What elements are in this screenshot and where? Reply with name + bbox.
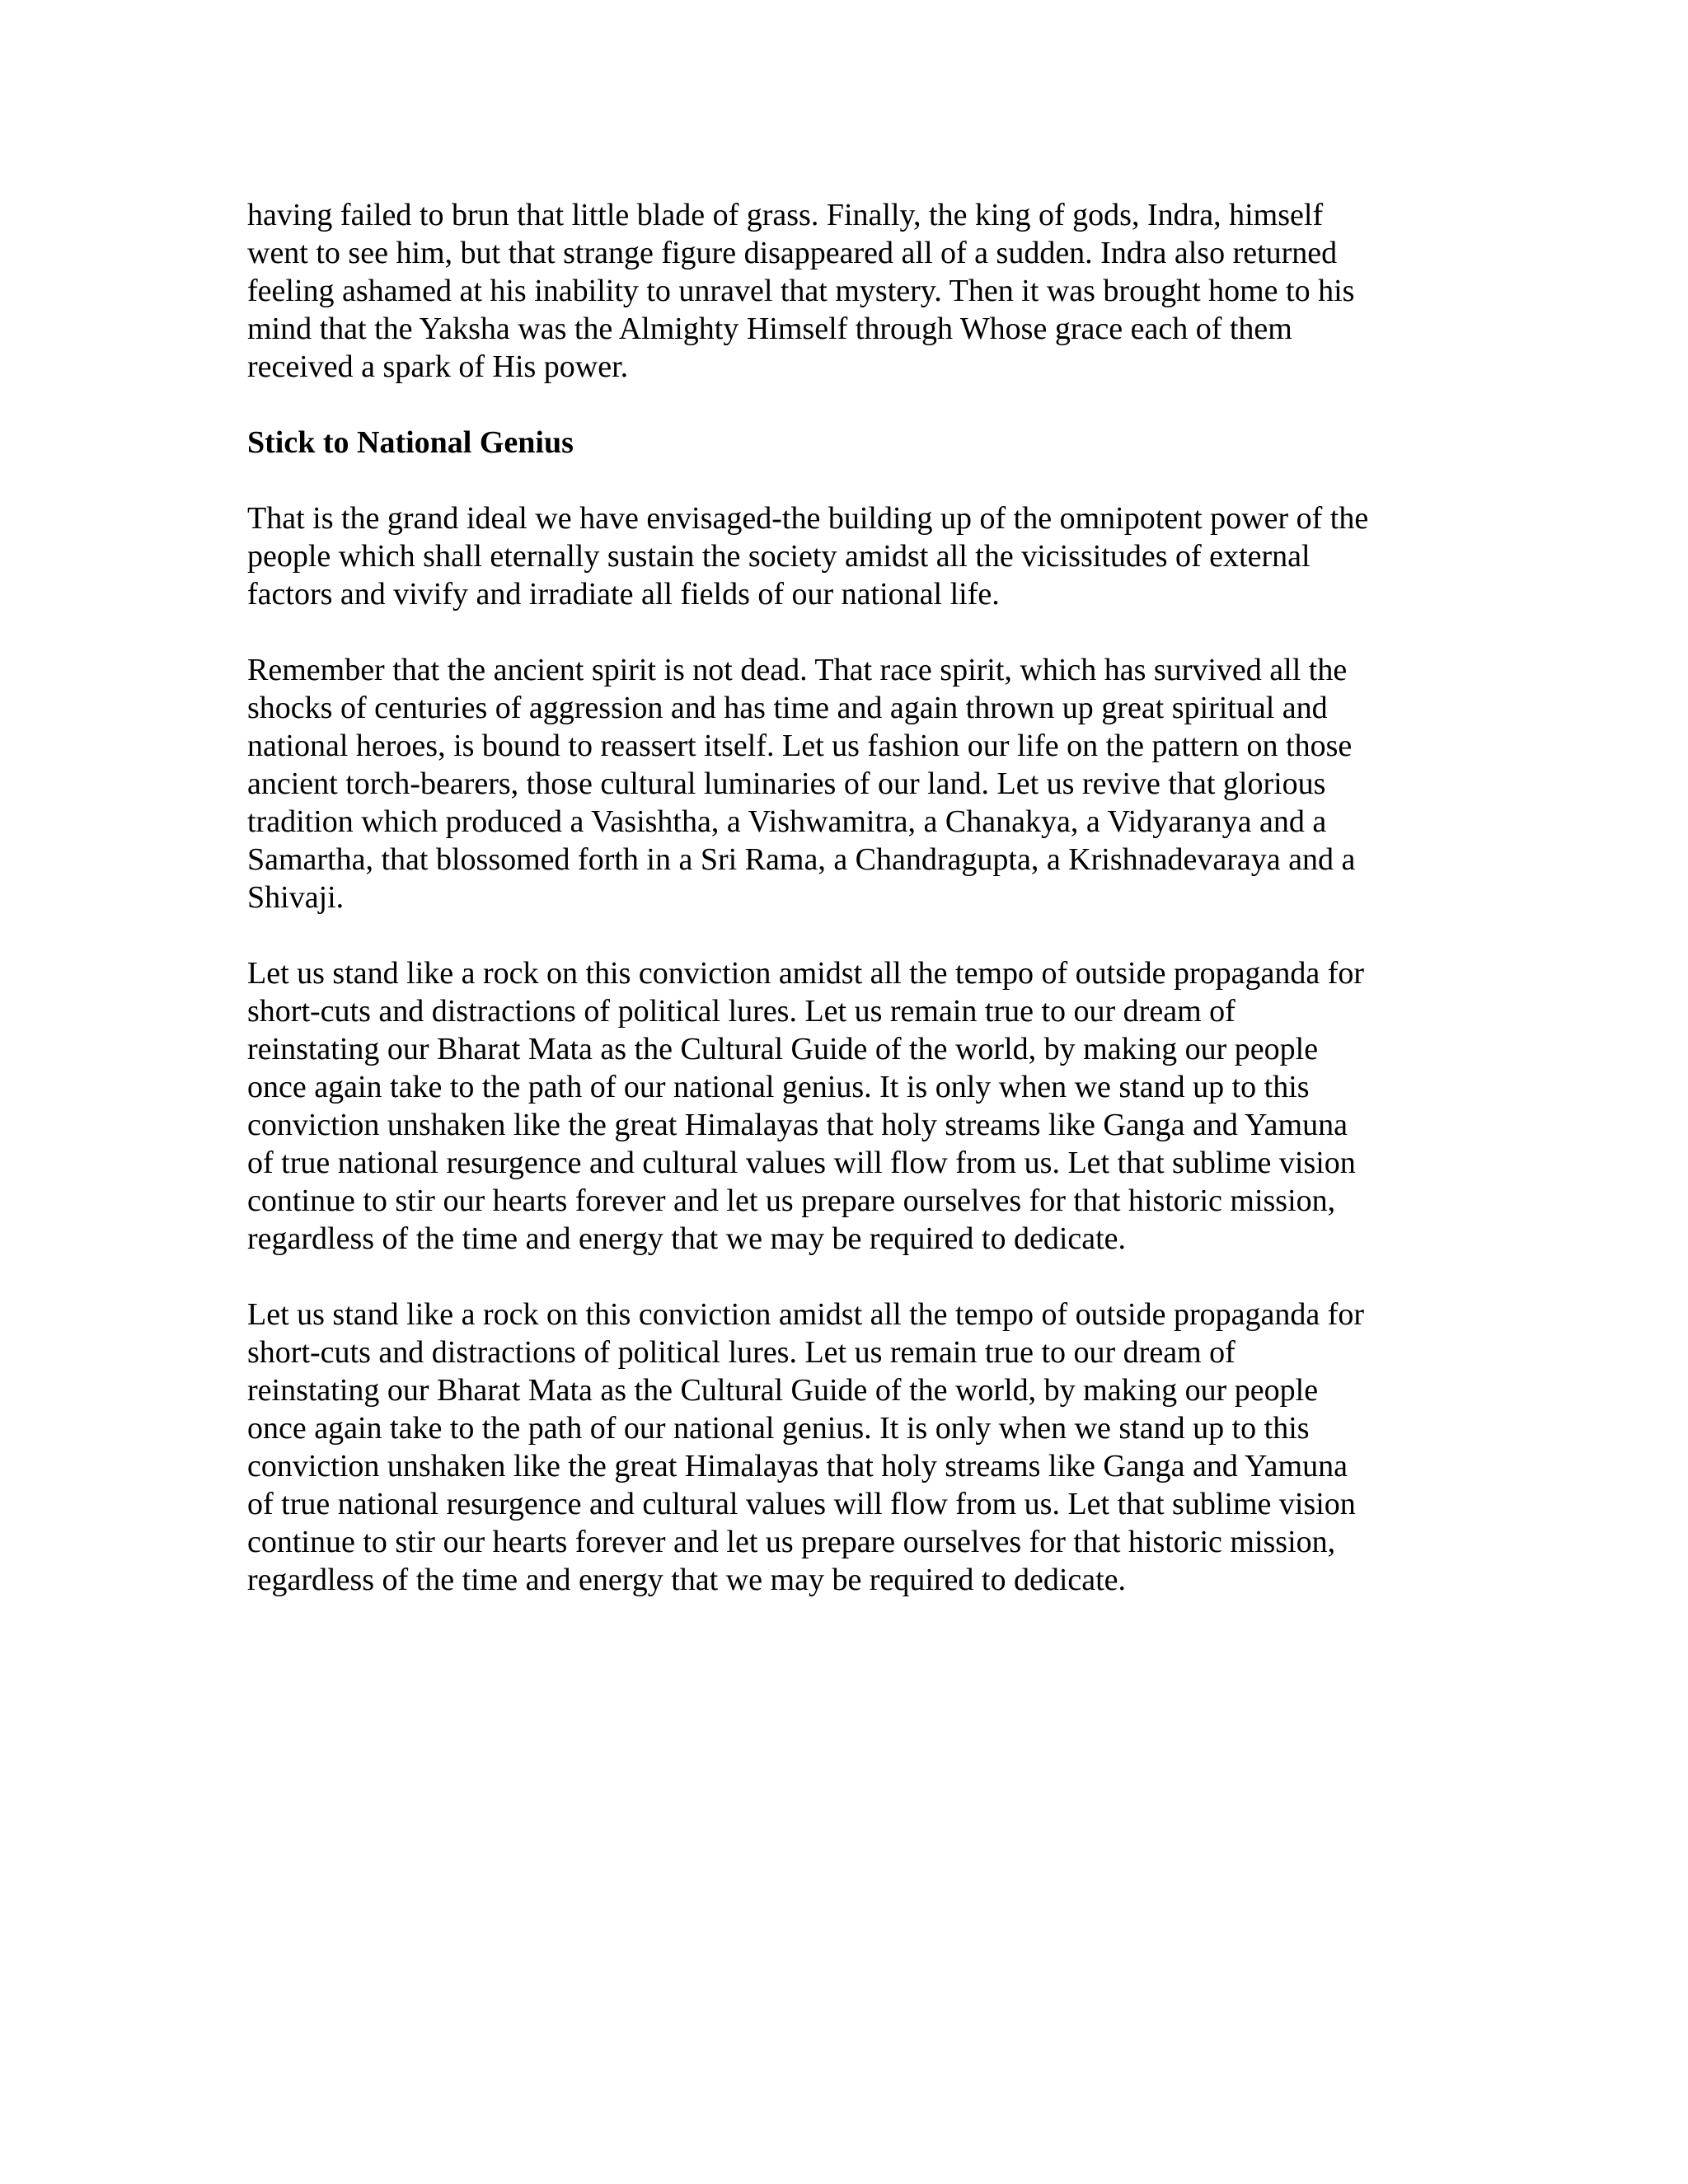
text-line: short-cuts and distractions of political lures. Let us remain true to our dream of: [247, 994, 1236, 1029]
text-line: ancient torch-bearers, those cultural luminaries of our land. Let us revive that glorious: [247, 766, 1326, 801]
text-line: conviction unshaken like the great Himalayas that holy streams like Ganga and Yamuna: [247, 1108, 1348, 1142]
text-line: Remember that the ancient spirit is not dead. That race spirit, which has survived all the: [247, 653, 1348, 687]
text-line: people which shall eternally sustain the society amidst all the vicissitudes of external: [247, 539, 1311, 574]
text-column: [247, 196, 1451, 1637]
paragraph-grand-ideal: [247, 499, 1451, 613]
paragraph-yaksha-story: [247, 196, 1451, 386]
text-line: once again take to the path of our national genius. It is only when we stand up to this: [247, 1070, 1310, 1104]
text-line: regardless of the time and energy that we may be required to dedicate.: [247, 1221, 1127, 1256]
text-line: received a spark of His power.: [247, 349, 629, 384]
text-line: That is the grand ideal we have envisaged-the building up of the omnipotent power of the: [247, 501, 1369, 536]
paragraph-stand-like-rock-1: [247, 954, 1451, 1258]
paragraph-ancient-spirit: [247, 651, 1451, 916]
text-line: once again take to the path of our national genius. It is only when we stand up to this: [247, 1411, 1310, 1446]
text-line: continue to stir our hearts forever and let us prepare ourselves for that historic mission,: [247, 1183, 1336, 1218]
text-line: mind that the Yaksha was the Almighty Himself through Whose grace each of them: [247, 312, 1292, 346]
text-line: continue to stir our hearts forever and let us prepare ourselves for that historic mission,: [247, 1525, 1336, 1559]
text-line: short-cuts and distractions of political lures. Let us remain true to our dream of: [247, 1335, 1236, 1370]
text-line: regardless of the time and energy that we may be required to dedicate.: [247, 1563, 1127, 1597]
text-line: Let us stand like a rock on this conviction amidst all the tempo of outside propaganda for: [247, 1297, 1365, 1332]
text-line: tradition which produced a Vasishtha, a Vishwamitra, a Chanakya, a Vidyaranya and a: [247, 804, 1327, 839]
text-line: reinstating our Bharat Mata as the Cultural Guide of the world, by making our people: [247, 1373, 1319, 1408]
text-line: of true national resurgence and cultural values will flow from us. Let that sublime vision: [247, 1487, 1356, 1521]
text-line: conviction unshaken like the great Himalayas that holy streams like Ganga and Yamuna: [247, 1449, 1348, 1483]
paragraph-stand-like-rock-2: [247, 1296, 1451, 1599]
text-line: national heroes, is bound to reassert itself. Let us fashion our life on the pattern on those: [247, 729, 1353, 763]
section-heading: Stick to National Genius: [247, 425, 574, 460]
text-line: reinstating our Bharat Mata as the Cultural Guide of the world, by making our people: [247, 1032, 1319, 1066]
text-line: feeling ashamed at his inability to unravel that mystery. Then it was brought home to his: [247, 274, 1355, 308]
text-line: Shivaji.: [247, 880, 345, 915]
text-line: went to see him, but that strange figure disappeared all of a sudden. Indra also returned: [247, 236, 1338, 270]
text-line: having failed to brun that little blade of grass. Finally, the king of gods, Indra, himself: [247, 198, 1324, 232]
text-line: of true national resurgence and cultural values will flow from us. Let that sublime vision: [247, 1146, 1356, 1180]
text-line: factors and vivify and irradiate all fields of our national life.: [247, 577, 1000, 612]
text-line: Samartha, that blossomed forth in a Sri Rama, a Chandragupta, a Krishnadevaraya and a: [247, 842, 1356, 877]
text-line: Let us stand like a rock on this conviction amidst all the tempo of outside propaganda for: [247, 956, 1365, 991]
text-line: shocks of centuries of aggression and has time and again thrown up great spiritual and: [247, 691, 1328, 725]
